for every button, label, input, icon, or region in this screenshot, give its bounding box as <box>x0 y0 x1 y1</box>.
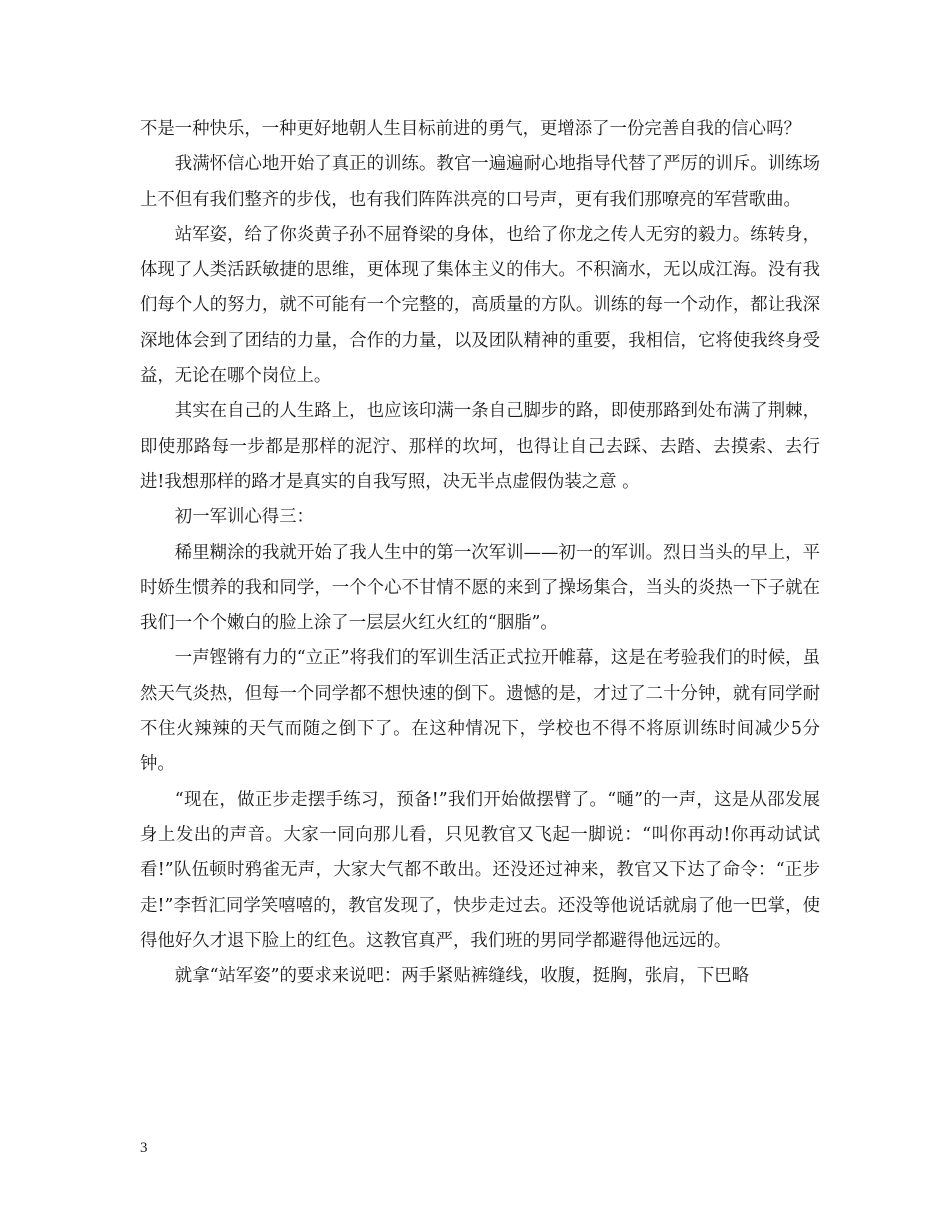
paragraph-3: 站军姿，给了你炎黄子孙不屈脊梁的身体，也给了你龙之传人无穷的毅力。练转身，体现了人类活跃敏捷的思维，更体现了集体主义的伟大。不积滴水，无以成江海。没有我们每个人的努力，就不可能有一个完整的，高质量的方队。训练的每一个动作，都让我深深地体会到了团结的力量，合作的力量，以及团队精神的重要，我相信，它将使我终身受益，无论在哪个岗位上。 <box>140 224 820 387</box>
page-number: 3 <box>140 1140 148 1156</box>
section-heading: 初一军训心得三： <box>174 507 314 528</box>
paragraph-4: 其实在自己的人生路上，也应该印满一条自己脚步的路，即使那路到处布满了荆棘，即使那路每一步都是那样的泥泞、那样的坎坷，也得让自己去踩、去踏、去摸索、去行进!我想那样的路才是真实的自我写照，决无半点虚假伪装之意 。 <box>140 401 820 492</box>
paragraph-6: 稀里糊涂的我就开始了我人生中的第一次军训——初一的军训。烈日当头的早上，平时娇生惯养的我和同学，一个个心不甘情不愿的来到了操场集合，当头的炎热一下子就在我们一个个嫩白的脸上涂了一层层火红火红的“胭脂”。 <box>140 542 820 634</box>
paragraph-8: “现在，做正步走摆手练习，预备!”我们开始做摆臂了。“嗵”的一声，这是从邵发展身上发出的声音。大家一同向那儿看，只见教官又飞起一脚说：“叫你再动!你再动试试看!”队伍顿时鸦雀无声，大家大气都不敢出。还没还过神来，教官又下达了命令：“正步走!”李哲汇同学笑嘻嘻的，教官发现了，快步走过去。还没等他说话就扇了他一巴掌，使得他好久才退下脸上的红色。这教官真严，我们班的男同学都避得他远远的。 <box>140 789 820 951</box>
paragraph-2: 我满怀信心地开始了真正的训练。教官一遍遍耐心地指导代替了严厉的训斥。训练场上不但有我们整齐的步伐，也有我们阵阵洪亮的口号声，更有我们那嘹亮的军营歌曲。 <box>140 154 820 210</box>
paragraph-9: 就拿“站军姿”的要求来说吧：两手紧贴裤缝线，收腹，挺胸，张肩，下巴略 <box>174 966 750 987</box>
body-text <box>140 112 820 994</box>
paragraph-1: 不是一种快乐，一种更好地朝人生目标前进的勇气，更增添了一份完善自我的信心吗？ <box>140 119 801 139</box>
paragraph-7: 一声铿锵有力的“立正”将我们的军训生活正式拉开帷幕，这是在考验我们的时候，虽然天气炎热，但每一个同学都不想快速的倒下。遗憾的是，才过了二十分钟，就有同学耐不住火辣辣的天气而随之倒下了。在这种情况下，学校也不得不将原训练时间减少5分钟。 <box>140 648 820 775</box>
